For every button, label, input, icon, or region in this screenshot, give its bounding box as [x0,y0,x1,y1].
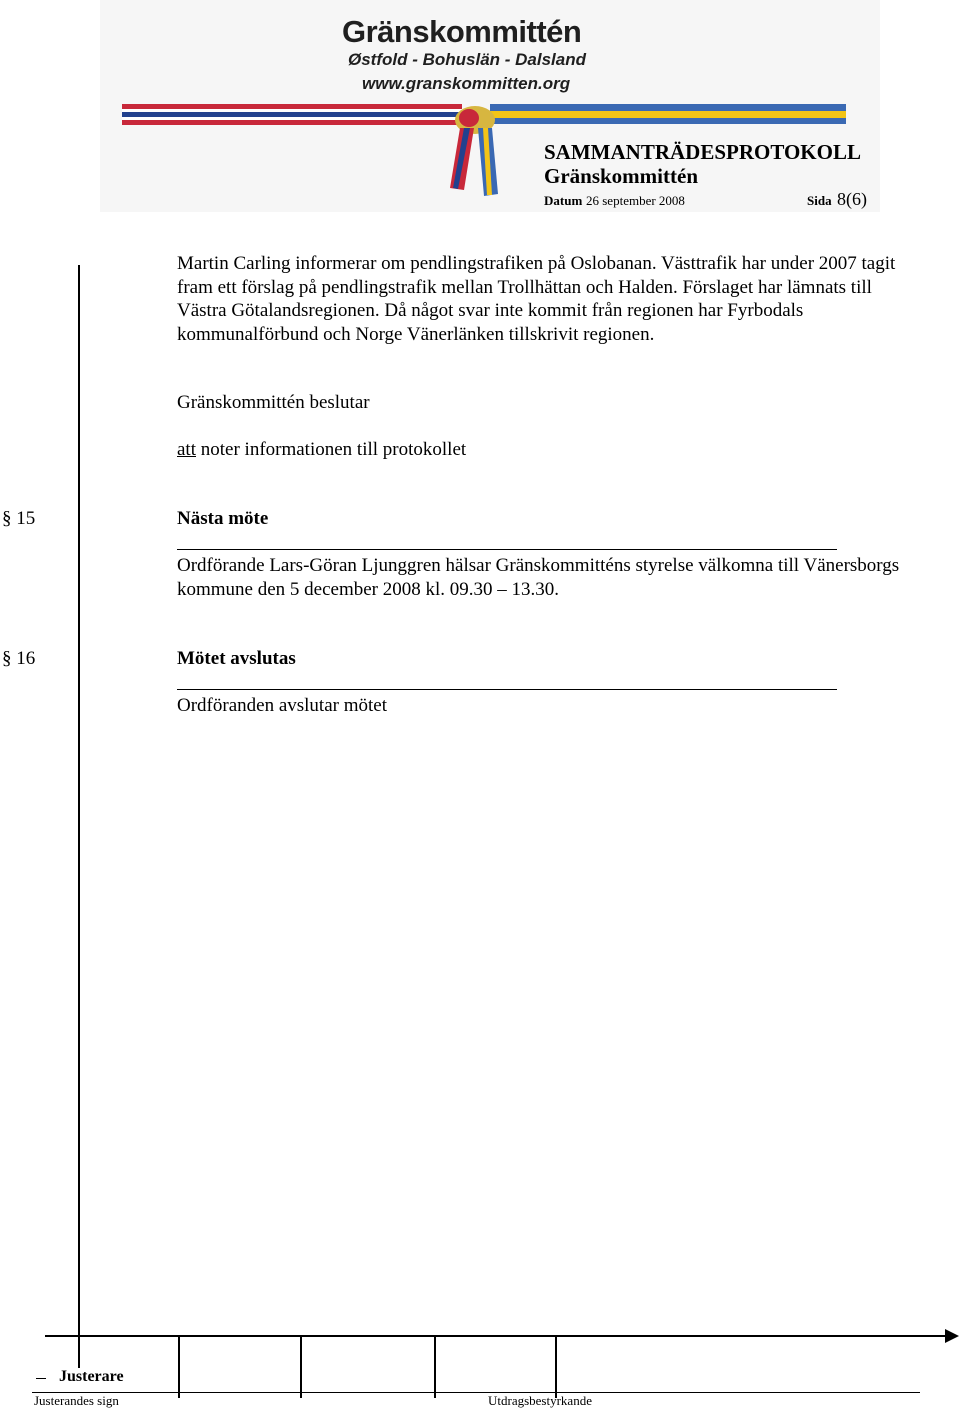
decision-body: noter informationen till protokollet [196,439,467,460]
margin-line [78,265,80,1370]
document-type: SAMMANTRÄDESPROTOKOLL [544,140,861,164]
footer-top-line [45,1335,950,1337]
footer-divider [300,1336,302,1398]
logo [100,0,880,212]
organisation-name: Gränskommittén [544,164,698,188]
section-number: § 16 [2,648,36,669]
decision-lead: Gränskommittén beslutar [177,392,370,413]
page-label: Sida [807,193,832,208]
logo-url: www.granskommitten.org [362,74,571,93]
paragraph-information: Martin Carling informerar om pendlingstrafiken på Oslobanan. Västtrafik har under 2007 tagit fram ett förslag på pendlingstrafik mellan Trollhättan och Halden. Förslaget har lämnats till Västra Götalandsregionen. Då något svar inte kommit från regionen har Fyrbodals kommunalförbund och Norge Vänerlänken tillskrivit regionen. [177,253,896,345]
footer-dash [36,1378,46,1379]
footer-divider [178,1336,180,1398]
section-divider [177,689,837,690]
date-value: 26 september 2008 [586,193,685,208]
footer-justerare: Justerare [59,1368,124,1385]
date-label: Datum [544,193,583,208]
footer-sign-label: Justerandes sign [34,1393,119,1408]
decision-text [177,438,466,462]
footer-divider [555,1336,557,1398]
section-heading: Nästa möte [177,508,269,529]
arrow-right-icon [945,1329,959,1343]
section-divider [177,549,837,550]
section-text: Ordförande Lars-Göran Ljunggren hälsar Gränskommitténs styrelse välkomna till Vänersborgs kommune den 5 december 2008 kl. 09.30 – 13.30. [177,555,900,600]
decision-att: att [177,439,196,460]
section-heading: Mötet avslutas [177,648,296,669]
logo-title: Gränskommittén [342,14,582,49]
page-number: 8(6) [837,189,867,209]
footer-divider [434,1336,436,1398]
section-text: Ordföranden avslutar mötet [177,695,387,716]
footer-extract-label: Utdragsbestyrkande [488,1393,592,1408]
logo-subtitle: Østfold - Bohuslän - Dalsland [348,50,587,69]
footer-bottom-line [32,1392,920,1393]
section-number: § 15 [2,508,36,529]
